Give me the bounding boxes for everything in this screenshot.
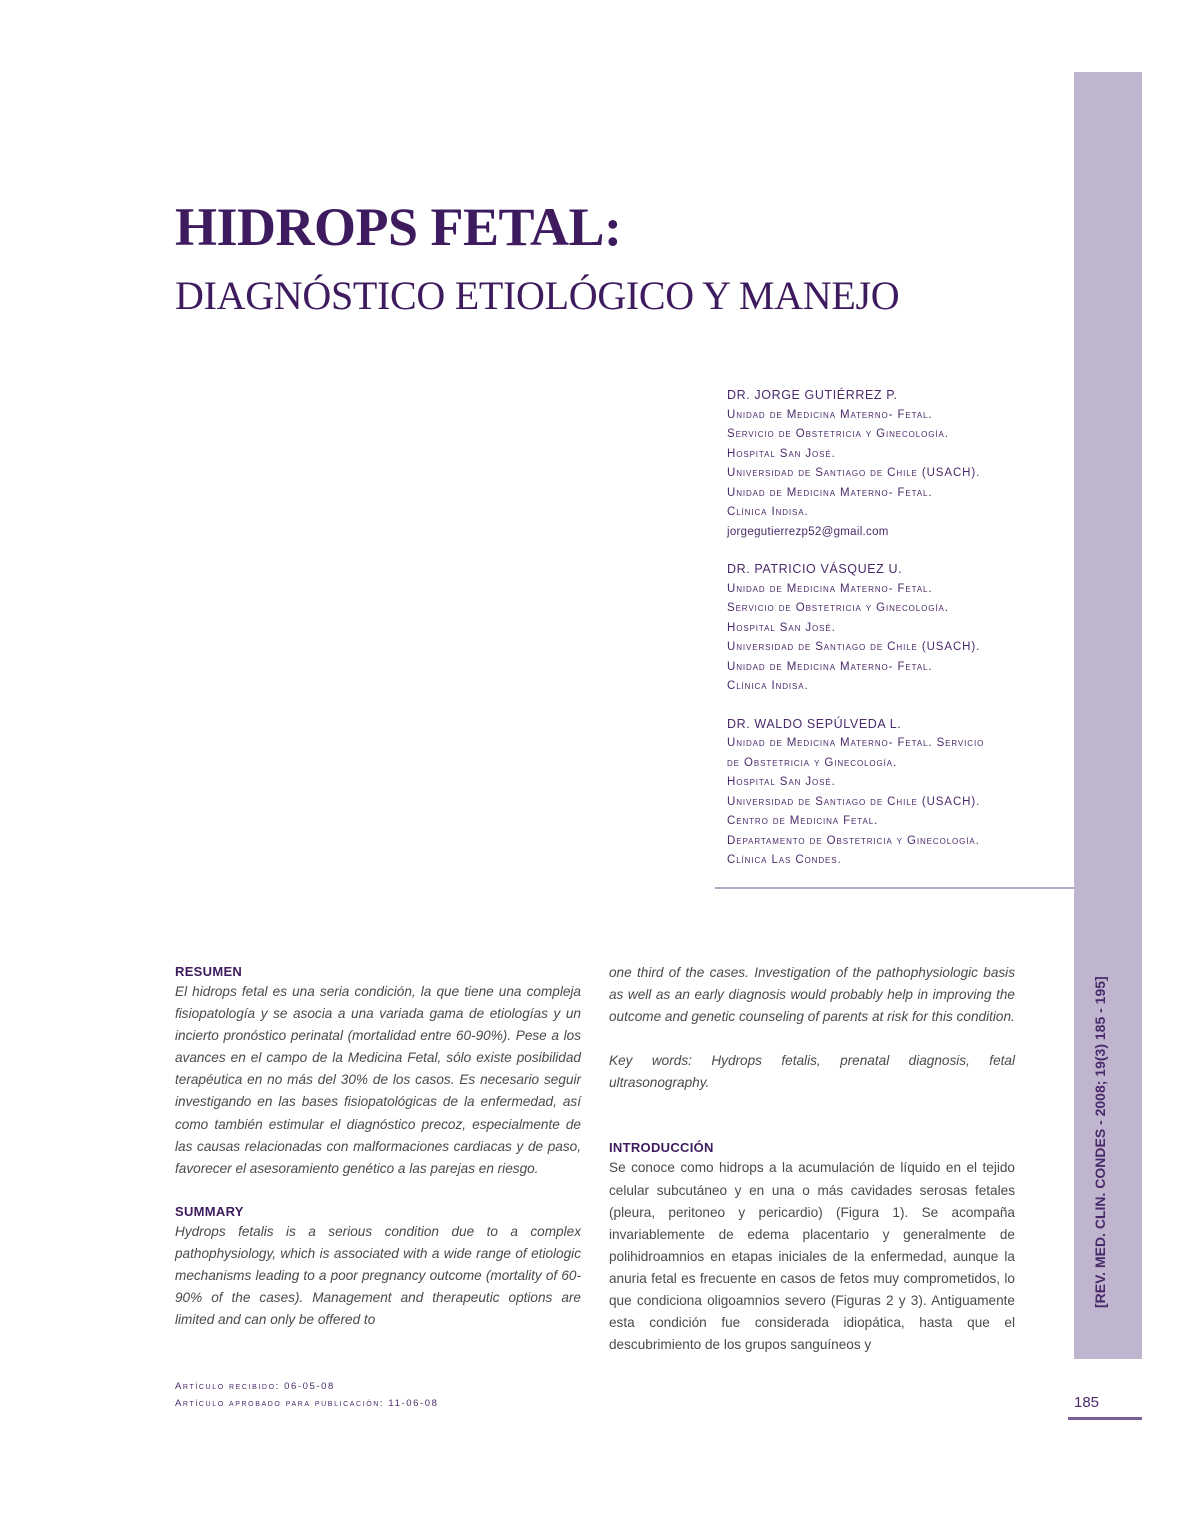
article-subtitle: DIAGNÓSTICO ETIOLÓGICO Y MANEJO bbox=[175, 273, 900, 318]
affiliation-line: Hospital San José. bbox=[727, 447, 836, 460]
author-name: DR. JORGE GUTIÉRREZ P. bbox=[727, 388, 898, 402]
author-name: DR. WALDO SEPÚLVEDA L. bbox=[727, 716, 902, 731]
affiliation-line: Universidad de Santiago de Chile (USACH). bbox=[727, 795, 981, 808]
right-column bbox=[609, 962, 1015, 1356]
affiliation-line: Clínica Las Condes. bbox=[727, 854, 842, 866]
journal-reference: [REV. MED. CLIN. CONDES - 2008; 19(3) 185 - 195] bbox=[1092, 976, 1108, 1308]
affiliation-line: Departamento de Obstetricia y Ginecología. bbox=[727, 834, 980, 847]
affiliation-line: Hospital San José. bbox=[727, 621, 836, 634]
author-entry bbox=[727, 715, 1057, 871]
affiliation-line: Unidad de Medicina Materno- Fetal. bbox=[727, 486, 933, 499]
affiliation-line: Universidad de Santiago de Chile (USACH). bbox=[727, 467, 981, 479]
affiliation-line: Unidad de Medicina Materno- Fetal. Servicio bbox=[727, 737, 985, 749]
summary-continuation: one third of the cases. Investigation of the pathophysiologic basis as well as an early diagnosis would probably help in improving the outcome and genetic counseling of parents at risk for this condition. bbox=[609, 965, 1015, 1025]
page-number-rule bbox=[1068, 1417, 1142, 1420]
affiliation-line: Centro de Medicina Fetal. bbox=[727, 815, 879, 827]
keywords: Key words: Hydrops fetalis, prenatal diagnosis, fetal ultrasonography. bbox=[609, 1053, 1015, 1091]
author-entry bbox=[727, 386, 1057, 542]
affiliation-line: Servicio de Obstetricia y Ginecología. bbox=[727, 428, 949, 440]
author-entry bbox=[727, 560, 1057, 697]
author-name: DR. PATRICIO VÁSQUEZ U. bbox=[727, 562, 903, 576]
page-number: 185 bbox=[1074, 1394, 1100, 1411]
author-block bbox=[727, 386, 1057, 889]
introduccion-text: Se conoce como hidrops a la acumulación de líquido en el tejido celular subcutáneo y en una o más cavidades serosas fetales (pleura, peritoneo y pericardio) (Figura 1). Se acompaña invariablemente de edema placentario y generalmente de polihidroamnios en etapas iniciales de la enfermedad, aunque la anuria fetal es frecuente en casos de fetos muy comprometidos, lo que condiciona oligoamnios severo (Figuras 2 y 3). Antiguamente esta condición fue considerada idiopática, hasta que el descubrimiento de los grupos sanguíneos y bbox=[609, 1160, 1015, 1353]
resumen-heading: RESUMEN bbox=[175, 964, 243, 979]
affiliation-line: Unidad de Medicina Materno- Fetal. bbox=[727, 582, 933, 595]
affiliation-line: Clínica Indisa. bbox=[727, 506, 809, 518]
affiliation-line: Clínica Indisa. bbox=[727, 680, 809, 692]
introduccion-heading: INTRODUCCIÓN bbox=[609, 1140, 714, 1156]
affiliation-line: Unidad de Medicina Materno- Fetal. bbox=[727, 660, 933, 673]
left-column bbox=[175, 962, 581, 1331]
affiliation-line: Unidad de Medicina Materno- Fetal. bbox=[727, 408, 933, 421]
author-divider bbox=[715, 887, 1074, 889]
affiliation-line: Universidad de Santiago de Chile (USACH). bbox=[727, 641, 981, 653]
resumen-text: El hidrops fetal es una seria condición, la que tiene una compleja fisiopatología y se asocia a una variada gama de etiologías y un incierto pronóstico perinatal (mortalidad entre 60-90%). Pese a los avances en el campo de la Medicina Fetal, sólo existe posibilidad terapéutica en no más del 30% de los casos. Es necesario seguir investigando en las bases fisiopatológicas de la enfermedad, así como también estimular el diagnóstico precoz, especialmente de las causas relacionadas con malformaciones cardiacas y de paso, favorecer el asesoramiento genético a las parejas en riesgo. bbox=[175, 984, 581, 1176]
summary-text: Hydrops fetalis is a serious condition due to a complex pathophysiology, which is associated with a wide range of etiologic mechanisms leading to a poor pregnancy outcome (mortality of 60-90% of the cases). Management and therapeutic options are limited and can only be offered to bbox=[175, 1223, 581, 1328]
summary-heading: SUMMARY bbox=[175, 1203, 244, 1219]
article-title: HIDROPS FETAL: bbox=[175, 197, 622, 257]
affiliation-line: de Obstetricia y Ginecología. bbox=[727, 756, 898, 769]
affiliation-line: Servicio de Obstetricia y Ginecología. bbox=[727, 602, 949, 614]
received-date: Artículo recibido: 06-05-08 bbox=[175, 1381, 335, 1392]
approved-date: Artículo aprobado para publicación: 11-06-08 bbox=[175, 1398, 439, 1409]
article-dates bbox=[175, 1378, 439, 1412]
author-email: jorgegutierrezp52@gmail.com bbox=[727, 525, 889, 538]
affiliation-line: Hospital San José. bbox=[727, 776, 836, 788]
